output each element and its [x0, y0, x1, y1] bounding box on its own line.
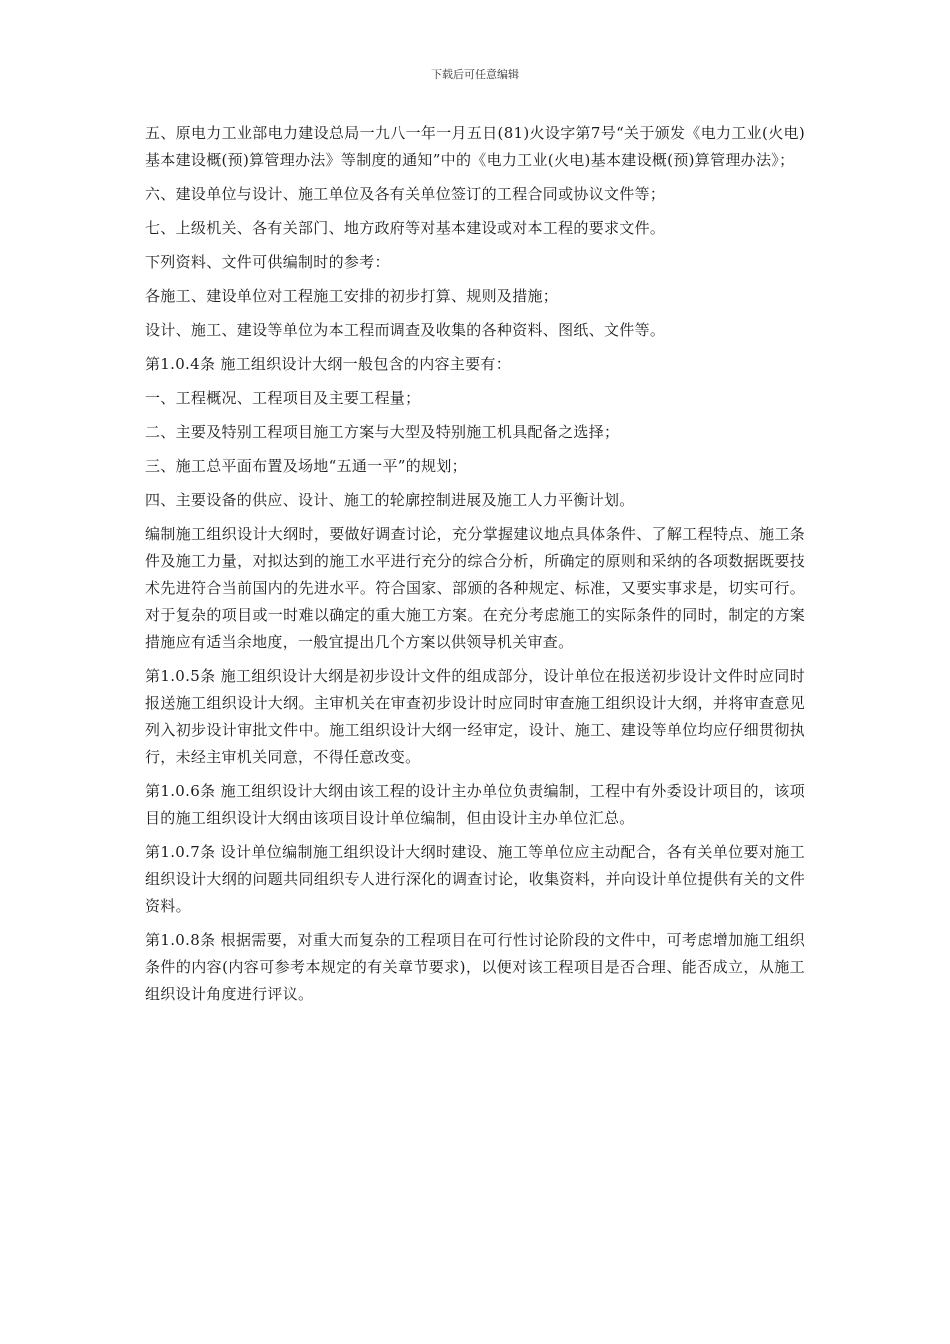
- section-paragraph: 第1.0.5条 施工组织设计大纲是初步设计文件的组成部分，设计单位在报送初步设计文件时应同时报送施工组织设计大纲。主审机关在审查初步设计时应同时审查施工组织设计大纲，并将审查意见列入初步设计审批文件中。施工组织设计大纲一经审定，设计、施工、建设等单位均应仔细贯彻执行，未经主审机关同意，不得任意改变。: [145, 667, 805, 766]
- page-header: 下载后可任意编辑: [431, 68, 519, 81]
- paragraph: 一、工程概况、工程项目及主要工程量；: [145, 389, 421, 407]
- document-body: [145, 120, 805, 1015]
- paragraph: 设计、施工、建设等单位为本工程而调查及收集的各种资料、图纸、文件等。: [145, 321, 666, 339]
- section-paragraph: 第1.0.8条 根据需要，对重大而复杂的工程项目在可行性讨论阶段的文件中，可考虑增加施工组织条件的内容(内容可参考本规定的有关章节要求)，以便对该工程项目是否合理、能否成立，从施工组织设计角度进行评议。: [145, 931, 805, 1003]
- section-paragraph: 第1.0.6条 施工组织设计大纲由该工程的设计主办单位负责编制，工程中有外委设计项目的，该项目的施工组织设计大纲由该项目设计单位编制，但由设计主办单位汇总。: [145, 782, 805, 827]
- paragraph: 四、主要设备的供应、设计、施工的轮廓控制进展及施工人力平衡计划。: [145, 491, 635, 509]
- paragraph: 六、建设单位与设计、施工单位及各有关单位签订的工程合同或协议文件等；: [145, 185, 666, 203]
- paragraph: 七、上级机关、各有关部门、地方政府等对基本建设或对本工程的要求文件。: [145, 219, 666, 237]
- section-heading: 第1.0.4条 施工组织设计大纲一般包含的内容主要有：: [145, 355, 512, 373]
- paragraph: 五、原电力工业部电力建设总局一九八一年一月五日(81)火设字第7号“关于颁发《电力工业(火电)基本建设概(预)算管理办法》等制度的通知”中的《电力工业(火电)基本建设概(预)算管理办法》；: [145, 124, 805, 169]
- paragraph: 二、主要及特别工程项目施工方案与大型及特别施工机具配备之选择；: [145, 423, 620, 441]
- paragraph: 编制施工组织设计大纲时，要做好调查讨论，充分掌握建议地点具体条件、了解工程特点、施工条件及施工力量，对拟达到的施工水平进行充分的综合分析，所确定的原则和采纳的各项数据既要技术先进符合当前国内的先进水平。符合国家、部颁的各种规定、标准，又要实事求是，切实可行。对于复杂的项目或一时难以确定的重大施工方案。在充分考虑施工的实际条件的同时，制定的方案措施应有适当余地度，一般宜提出几个方案以供领导机关审查。: [145, 525, 805, 651]
- paragraph: 下列资料、文件可供编制时的参考：: [145, 253, 390, 271]
- section-paragraph: 第1.0.7条 设计单位编制施工组织设计大纲时建设、施工等单位应主动配合，各有关单位要对施工组织设计大纲的问题共同组织专人进行深化的调查讨论，收集资料，并向设计单位提供有关的文件资料。: [145, 843, 805, 915]
- paragraph: 三、施工总平面布置及场地“五通一平”的规划；: [145, 457, 467, 475]
- paragraph: 各施工、建设单位对工程施工安排的初步打算、规则及措施；: [145, 287, 559, 305]
